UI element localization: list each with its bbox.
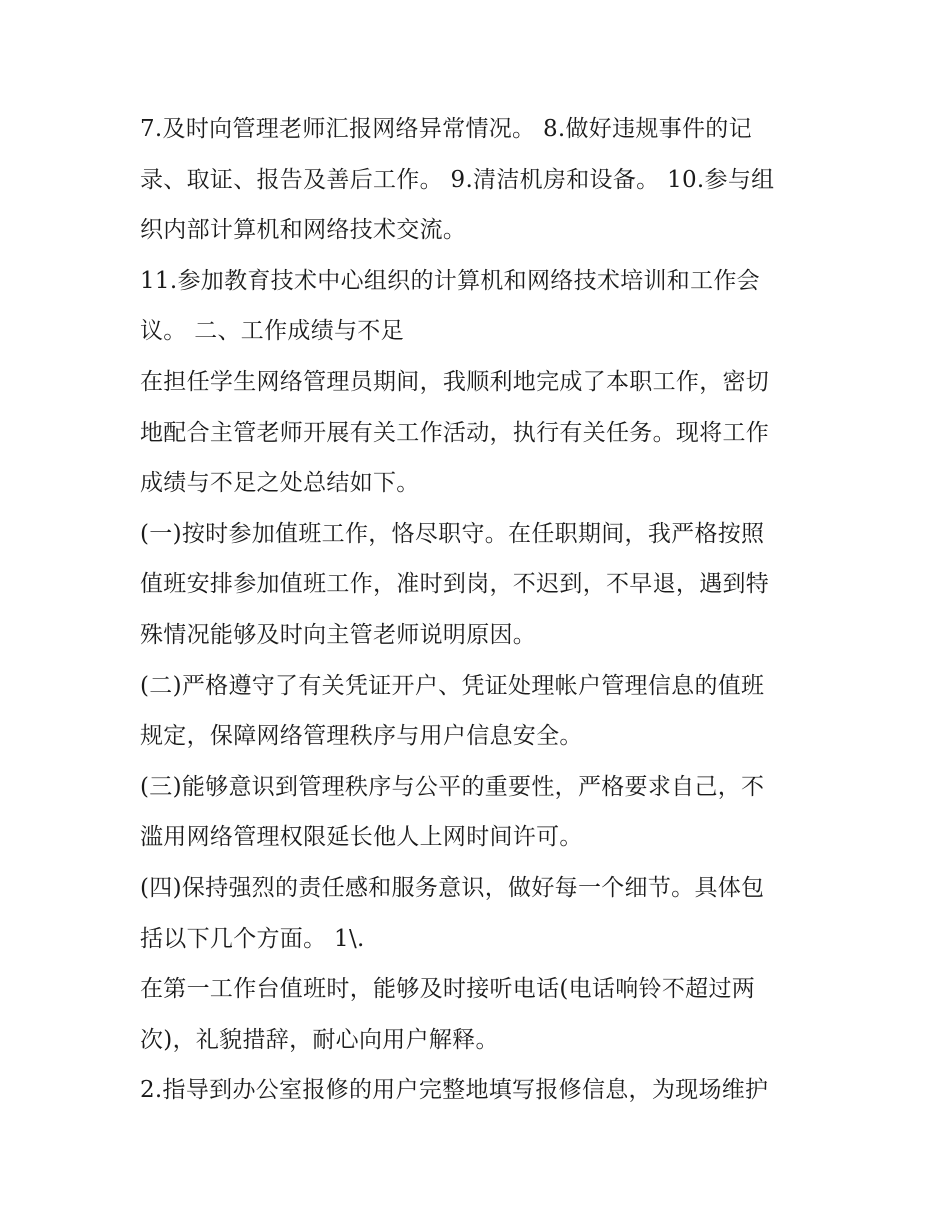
text-line: 成绩与不足之处总结如下。 (140, 470, 420, 497)
text-line: (三)能够意识到管理秩序与公平的重要性，严格要求自己，不 (140, 773, 765, 800)
text-line: (二)严格遵守了有关凭证开户、凭证处理帐户管理信息的值班 (140, 672, 765, 699)
text-line: 在第一工作台值班时，能够及时接听电话(电话响铃不超过两 (140, 976, 756, 1003)
text-line: 2.指导到办公室报修的用户完整地填写报修信息，为现场维护 (140, 1077, 769, 1104)
text-line: 在担任学生网络管理员期间，我顺利地完成了本职工作，密切 (140, 368, 770, 395)
text-line: 织内部计算机和网络技术交流。 (140, 217, 467, 244)
text-line: 7.及时向管理老师汇报网络异常情况。 8.做好违规事件的记 (140, 116, 752, 142)
text-line: 地配合主管老师开展有关工作活动，执行有关任务。现将工作 (140, 419, 770, 446)
text-line: 次)，礼貌措辞，耐心向用户解释。 (140, 1026, 499, 1053)
text-line: 规定，保障网络管理秩序与用户信息安全。 (140, 723, 583, 750)
text-line: (一)按时参加值班工作，恪尽职守。在任职期间，我严格按照 (140, 520, 765, 547)
text-line: 殊情况能够及时向主管老师说明原因。 (140, 621, 537, 648)
document-body (140, 104, 820, 1116)
text-line: 括以下几个方面。 1\. (140, 925, 365, 952)
text-line: 录、取证、报告及善后工作。 9.清洁机房和设备。 10.参与组 (140, 166, 775, 193)
text-line: (四)保持强烈的责任感和服务意识，做好每一个细节。具体包 (140, 874, 765, 901)
text-line: 11.参加教育技术中心组织的计算机和网络技术培训和工作会 (140, 267, 760, 294)
text-line: 值班安排参加值班工作，准时到岗，不迟到，不早退，遇到特 (140, 571, 770, 598)
text-line: 滥用网络管理权限延长他人上网时间许可。 (140, 824, 583, 851)
text-line: 议。 二、工作成绩与不足 (140, 318, 404, 345)
